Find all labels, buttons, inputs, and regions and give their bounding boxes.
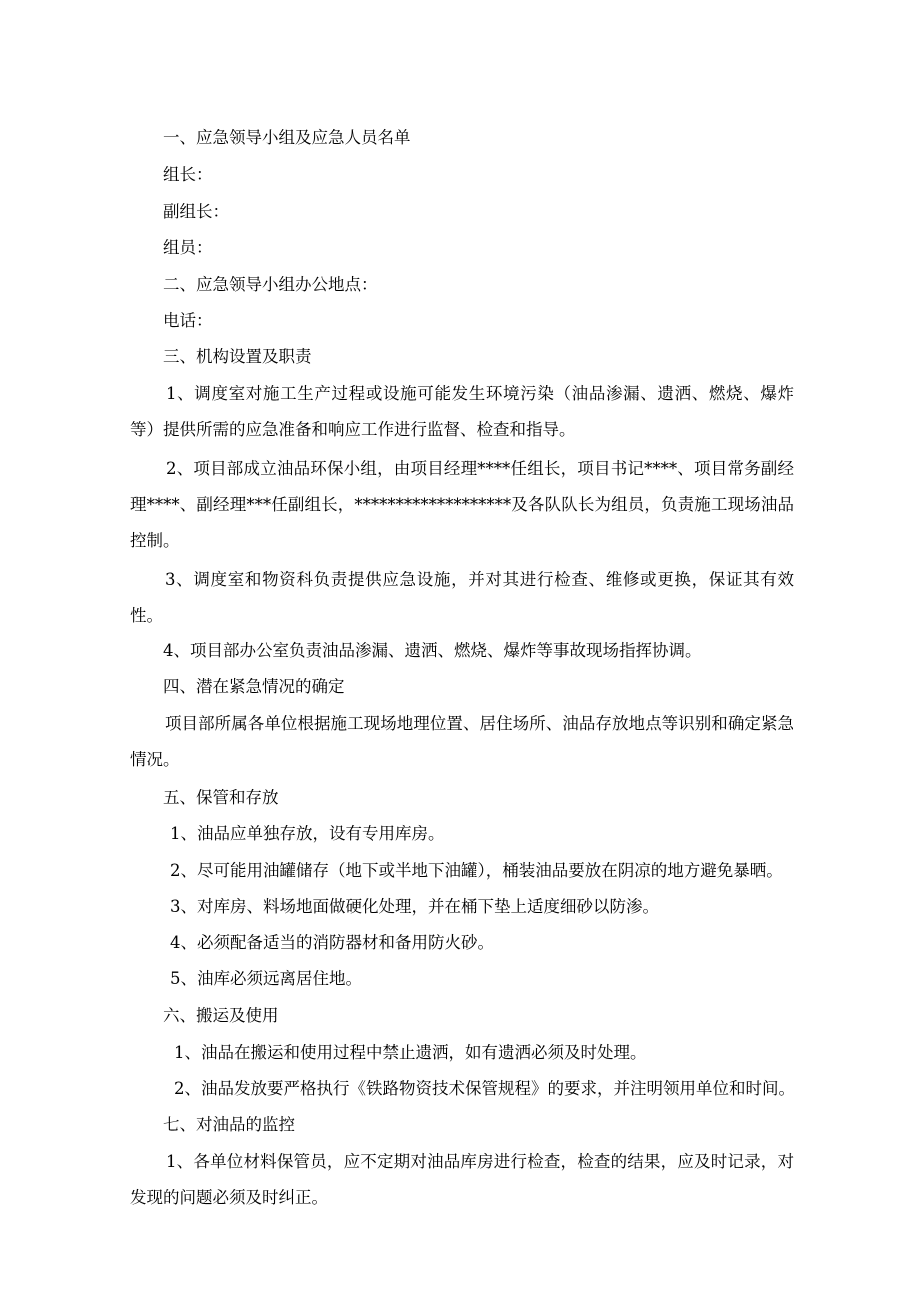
storage-item-5: 5、油库必须远离居住地。 — [170, 969, 362, 988]
storage-item-1: 1、油品应单独存放，设有专用库房。 — [170, 824, 445, 843]
section-heading-4: 四、潜在紧急情况的确定 — [163, 677, 345, 696]
phone-line: 电话： — [163, 311, 213, 330]
section-heading-3: 三、机构设置及职责 — [163, 347, 312, 366]
duty-item-2: 2、项目部成立油品环保小组，由项目经理****任组长，项目书记****、项目常务副经理****、副经理***任副组长，*******************及各队队长为组员，负责施工现场油品控制。 — [130, 459, 794, 550]
storage-item-4: 4、必须配备适当的消防器材和备用防火砂。 — [170, 933, 494, 952]
storage-item-3: 3、对库房、料场地面做硬化处理，并在桶下垫上适度细砂以防渗。 — [170, 897, 659, 916]
handling-item-1: 1、油品在搬运和使用过程中禁止遗洒，如有遗洒必须及时处理。 — [174, 1043, 647, 1062]
deputy-leader-line: 副组长： — [163, 202, 229, 221]
duty-item-3: 3、调度室和物资科负责提供应急设施，并对其进行检查、维修或更换，保证其有效性。 — [130, 570, 794, 625]
section-heading-2: 二、应急领导小组办公地点： — [163, 275, 378, 294]
monitoring-item-1: 1、各单位材料保管员，应不定期对油品库房进行检查，检查的结果，应及时记录，对发现的问题必须及时纠正。 — [130, 1152, 794, 1207]
section-heading-1: 一、应急领导小组及应急人员名单 — [163, 128, 411, 147]
emergency-identification-text: 项目部所属各单位根据施工现场地理位置、居住场所、油品存放地点等识别和确定紧急情况。 — [130, 714, 794, 769]
team-member-line: 组员： — [163, 238, 213, 257]
section-heading-7: 七、对油品的监控 — [163, 1115, 295, 1134]
duty-item-4: 4、项目部办公室负责油品渗漏、遗洒、燃烧、爆炸等事故现场指挥协调。 — [163, 641, 702, 660]
team-leader-line: 组长： — [163, 165, 213, 184]
storage-item-2: 2、尽可能用油罐储存（地下或半地下油罐），桶装油品要放在阴凉的地方避免暴晒。 — [170, 861, 783, 880]
section-heading-6: 六、搬运及使用 — [163, 1006, 279, 1025]
duty-item-1: 1、调度室对施工生产过程或设施可能发生环境污染（油品渗漏、遗洒、燃烧、爆炸等）提供所需的应急准备和响应工作进行监督、检查和指导。 — [130, 384, 794, 439]
section-heading-5: 五、保管和存放 — [163, 788, 279, 807]
handling-item-2: 2、油品发放要严格执行《铁路物资技术保管规程》的要求，并注明领用单位和时间。 — [174, 1079, 795, 1098]
